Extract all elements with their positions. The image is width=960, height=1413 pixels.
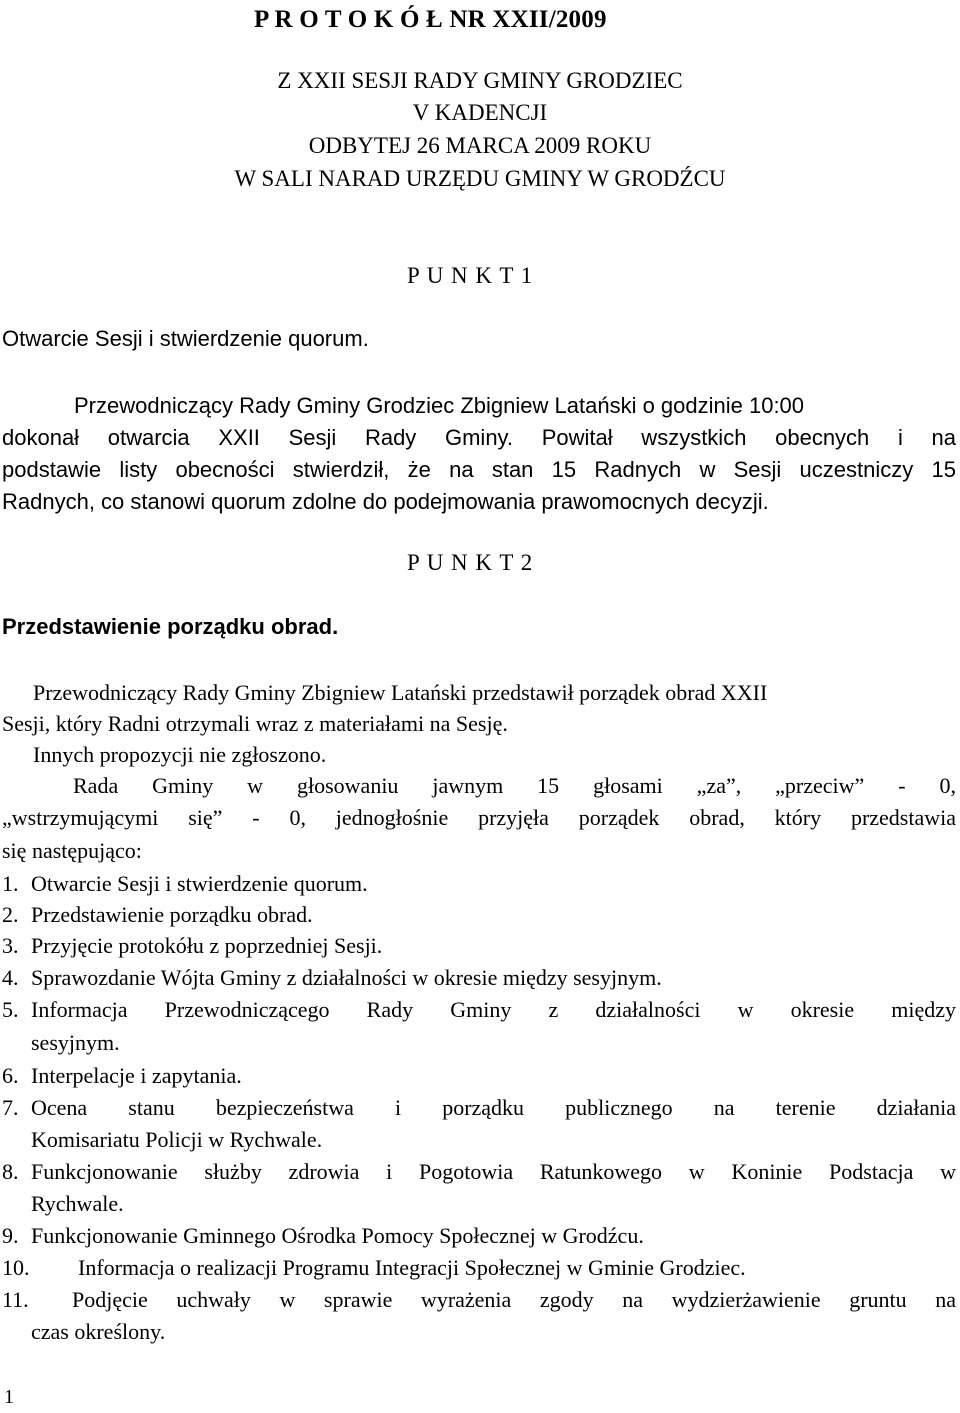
agenda-item-text: Otwarcie Sesji i stwierdzenie quorum. [31,871,368,896]
punkt-2-paragraph-line-5: „wstrzymującymi się” - 0, jednogłośnie przyjęła porządek obrad, który przedstawia [2,805,956,830]
agenda-item-text-continued: Komisariatu Policji w Rychwale. [31,1127,323,1152]
agenda-item-text-continued: Rychwale. [31,1191,124,1216]
punkt-1-label: P U N K T 1 [407,263,534,288]
punkt-1-heading: Otwarcie Sesji i stwierdzenie quorum. [2,326,369,351]
punkt-2-label: P U N K T 2 [407,550,534,575]
punkt-1-paragraph-line-3: podstawie listy obecności stwierdził, że na stan 15 Radnych w Sesji uczestniczy 15 [2,457,956,482]
session-subtitle-line-1: Z XXII SESJI RADY GMINY GRODZIEC [277,68,683,93]
punkt-2-paragraph-line-1: Przewodniczący Rady Gminy Zbigniew Latański przedstawił porządek obrad XXII [33,680,768,705]
punkt-2-heading: Przedstawienie porządku obrad. [2,614,339,639]
punkt-2-paragraph-line-3: Innych propozycji nie zgłoszono. [33,742,327,767]
agenda-item-text-continued: czas określony. [31,1319,166,1344]
agenda-item-text: Funkcjonowanie Gminnego Ośrodka Pomocy Społecznej w Grodźcu. [31,1223,644,1248]
agenda-item-number: 7. [2,1095,19,1120]
agenda-item-text: Informacja Przewodniczącego Rady Gminy z działalności w okresie między [31,997,956,1022]
agenda-item-number: 10. [2,1255,30,1280]
punkt-1-paragraph-line-4: Radnych, co stanowi quorum zdolne do podejmowania prawomocnych decyzji. [2,489,769,514]
agenda-item-number: 3. [2,933,19,958]
agenda-item-text: Ocena stanu bezpieczeństwa i porządku publicznego na terenie działania [31,1095,956,1120]
session-subtitle-line-4: W SALI NARAD URZĘDU GMINY W GRODŹCU [234,166,726,191]
session-subtitle-line-3: ODBYTEJ 26 MARCA 2009 ROKU [308,133,652,158]
agenda-item-text: Sprawozdanie Wójta Gminy z działalności w okresie między sesyjnym. [31,965,662,990]
agenda-item-text: Informacja o realizacji Programu Integracji Społecznej w Gminie Grodziec. [78,1255,746,1280]
agenda-item-number: 1. [2,871,19,896]
session-subtitle-line-2: V KADENCJI [412,100,548,125]
page-number: 1 [4,1386,14,1408]
agenda-item-number: 6. [2,1063,19,1088]
agenda-item-number: 8. [2,1159,19,1184]
agenda-item-text-continued: sesyjnym. [31,1030,120,1055]
document-title: P R O T O K Ó Ł NR XXII/2009 [254,6,607,33]
agenda-item-text: Przedstawienie porządku obrad. [31,902,313,927]
agenda-item-text: Interpelacje i zapytania. [31,1063,242,1088]
punkt-2-paragraph-line-2: Sesji, który Radni otrzymali wraz z materiałami na Sesję. [2,711,508,736]
agenda-item-number: 9. [2,1223,19,1248]
agenda-item-number: 11. [2,1287,29,1312]
agenda-item-text: Przyjęcie protokółu z poprzedniej Sesji. [31,933,383,958]
punkt-2-paragraph-line-6: się następująco: [2,838,142,863]
agenda-item-number: 4. [2,965,19,990]
punkt-2-paragraph-line-4: Rada Gminy w głosowaniu jawnym 15 głosami „za”, „przeciw” - 0, [73,773,956,798]
agenda-item-number: 5. [2,997,19,1022]
agenda-item-number: 2. [2,902,19,927]
punkt-1-paragraph-line-1: Przewodniczący Rady Gminy Grodziec Zbigniew Latański o godzinie 10:00 [74,393,805,418]
punkt-1-paragraph-line-2: dokonał otwarcia XXII Sesji Rady Gminy. Powitał wszystkich obecnych i na [2,425,956,450]
agenda-item-text: Funkcjonowanie służby zdrowia i Pogotowia Ratunkowego w Koninie Podstacja w [31,1159,956,1184]
agenda-item-text: Podjęcie uchwały w sprawie wyrażenia zgody na wydzierżawienie gruntu na [72,1287,956,1312]
